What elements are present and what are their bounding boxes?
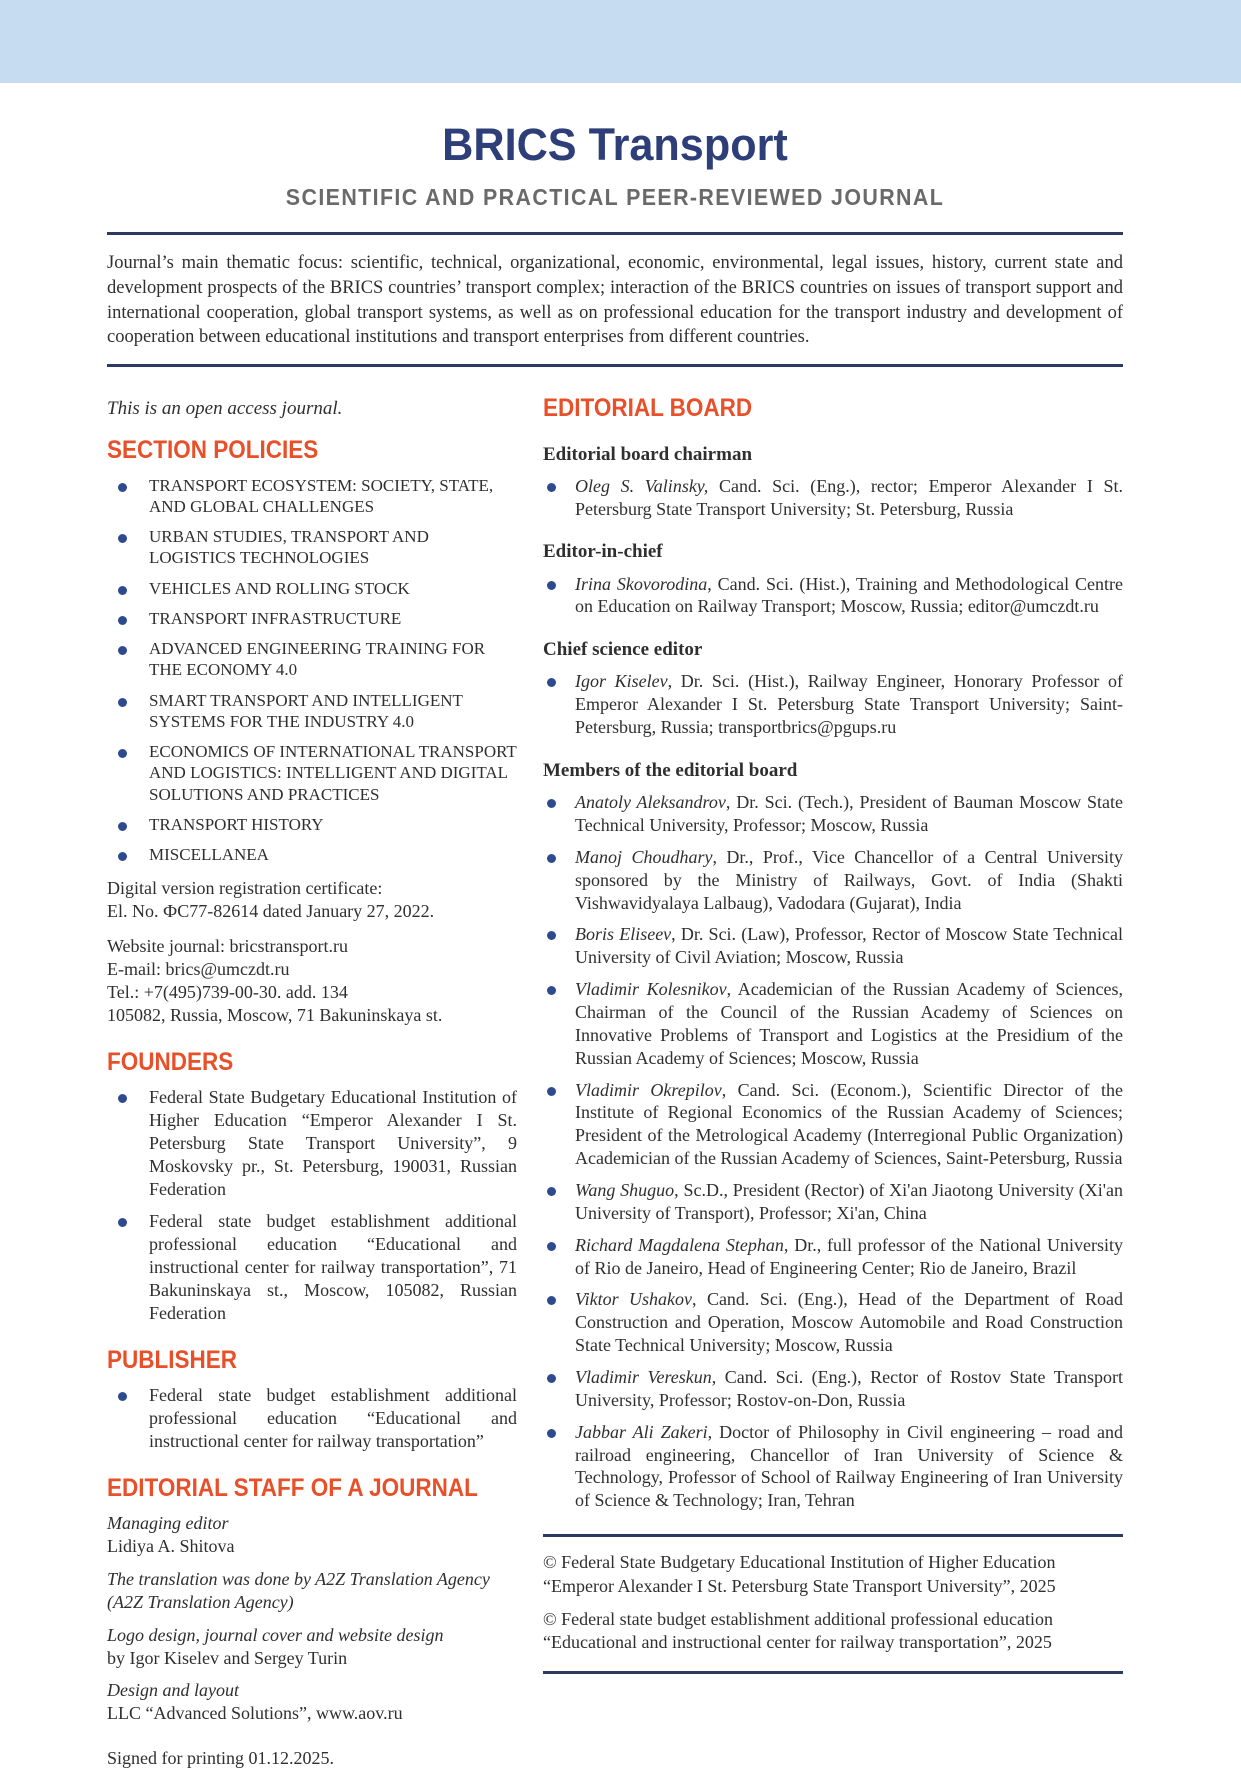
policy-item: ADVANCED ENGINEERING TRAINING FOR THE ECONOMY 4.0: [107, 638, 517, 681]
editorial-staff-heading: EDITORIAL STAFF OF A JOURNAL: [107, 1473, 478, 1502]
board-member: [543, 1179, 1123, 1225]
board-member: [543, 475, 1123, 521]
member-info: , Doctor of Philosophy in Civil engineering – road and railroad engineering, Chancellor of Iran University of Science & Technology, Professor of School of Railway Engineering of Iran University of Science & Technology; Iran, Tehran: [575, 1421, 1123, 1511]
board-member: [543, 1079, 1123, 1170]
board-member: [543, 923, 1123, 969]
policy-item: TRANSPORT HISTORY: [107, 814, 517, 835]
member-info: , Dr., full professor of the National University of Rio de Janeiro, Head of Engineering Center; Rio de Janeiro, Brazil: [575, 1234, 1124, 1278]
registration-line: Digital version registration certificate:: [107, 878, 383, 899]
two-column-layout: [107, 395, 1123, 1770]
publisher-item: Federal state budget establishment additional professional education “Educational and instructional center for railway transportation”: [107, 1384, 517, 1453]
member-info: , Academician of the Russian Academy of Sciences, Chairman of the Council of the Russian Academy of Sciences on Innovative Problems of Transport and Logistics at the Presidium of the Russian Academy of Sciences; Moscow, Russia: [575, 979, 1123, 1068]
divider-rule-intro: [107, 364, 1123, 367]
board-member: [543, 1421, 1123, 1512]
copyright-line: © Federal state budget establishment additional professional education “Educational and instructional center for railway transportation”, 2025: [543, 1608, 1054, 1653]
editor-in-chief-list: [543, 573, 1123, 619]
policy-item: ECONOMICS OF INTERNATIONAL TRANSPORT AND LOGISTICS: INTELLIGENT AND DIGITAL SOLUTIONS AND PRACTICES: [107, 741, 517, 805]
editorial-board-heading: EDITORIAL BOARD: [543, 394, 753, 423]
staff-entry: [107, 1568, 517, 1614]
email-line: E-mail: brics@umczdt.ru: [107, 959, 290, 980]
publisher-heading: PUBLISHER: [107, 1345, 238, 1374]
founders-list: [107, 1086, 517, 1325]
staff-role: Managing editor: [107, 1513, 229, 1534]
member-name: Anatoly Aleksandrov: [575, 792, 726, 813]
policy-item: TRANSPORT ECOSYSTEM: SOCIETY, STATE, AND GLOBAL CHALLENGES: [107, 475, 517, 518]
registration-certificate: [107, 877, 517, 923]
board-chairman-subheading: Editorial board chairman: [543, 443, 753, 465]
member-info: , Cand. Sci. (Hist.), Training and Methodological Centre on Education on Railway Transport; Moscow, Russia; editor@umczdt.ru: [575, 573, 1123, 617]
page-content: [0, 119, 1241, 1770]
chief-science-editor-subheading: Chief science editor: [543, 639, 703, 661]
policy-item: TRANSPORT INFRASTRUCTURE: [107, 608, 517, 629]
section-policies-heading: SECTION POLICIES: [107, 436, 319, 465]
copyright-block: [543, 1534, 1123, 1674]
publisher-list: [107, 1384, 517, 1453]
board-member: [543, 1234, 1123, 1280]
member-name: Jabbar Ali Zakeri: [575, 1421, 708, 1442]
board-member: [543, 573, 1123, 619]
board-member: [543, 978, 1123, 1069]
policy-item: MISCELLANEA: [107, 844, 517, 865]
board-member: [543, 670, 1123, 739]
journal-subtitle: SCIENTIFIC AND PRACTICAL PEER-REVIEWED JOURNAL: [285, 183, 945, 210]
left-column: [107, 395, 517, 1770]
member-name: Vladimir Kolesnikov: [575, 979, 727, 1000]
registration-line: El. No. ФС77-82614 dated January 27, 2022.: [107, 901, 435, 922]
member-name: Igor Kiselev: [575, 671, 668, 692]
board-member: [543, 1366, 1123, 1412]
member-name: Manoj Choudhary: [575, 846, 713, 867]
founder-item: Federal State Budgetary Educational Institution of Higher Education “Emperor Alexander I St. Petersburg State Transport University”, 9 Moskovsky pr., St. Petersburg, 190031, Russian Federation: [107, 1086, 517, 1200]
policy-item: VEHICLES AND ROLLING STOCK: [107, 578, 517, 599]
member-name: Irina Skovorodina: [575, 573, 708, 594]
policy-item: URBAN STUDIES, TRANSPORT AND LOGISTICS TECHNOLOGIES: [107, 526, 517, 569]
phone-line: Tel.: +7(495)739-00-30. add. 134: [107, 981, 348, 1002]
staff-entry: [107, 1512, 517, 1558]
staff-entry: [107, 1624, 517, 1670]
policy-item: SMART TRANSPORT AND INTELLIGENT SYSTEMS FOR THE INDUSTRY 4.0: [107, 690, 517, 733]
founder-item: Federal state budget establishment additional professional education “Educational and instructional center for railway transportation”, 71 Bakuninskaya st., Moscow, 105082, Russian Federation: [107, 1210, 517, 1324]
staff-value: by Igor Kiselev and Sergey Turin: [107, 1647, 348, 1668]
member-name: Boris Eliseev: [575, 924, 672, 945]
board-member: [543, 846, 1123, 915]
staff-value: LLC “Advanced Solutions”, www.aov.ru: [107, 1703, 403, 1724]
member-info: , Dr., Prof., Vice Chancellor of a Central University sponsored by the Ministry of Railways, Govt. of India (Shakti Vishwavidyalaya Lalbaug), Vadodara (Gujarat), India: [575, 846, 1124, 913]
copyright-line: © Federal State Budgetary Educational Institution of Higher Education “Emperor Alexander I St. Petersburg State Transport University”, 2025: [543, 1552, 1056, 1596]
staff-entry: [107, 1679, 517, 1725]
staff-role: Design and layout: [107, 1680, 239, 1701]
page-title: BRICS Transport: [442, 119, 788, 170]
member-info: , Dr. Sci. (Hist.), Railway Engineer, Honorary Professor of Emperor Alexander I St. Petersburg State Transport University; Saint-Petersburg, Russia; transportbrics@pgups.ru: [575, 671, 1123, 738]
member-name: Oleg S. Valinsky,: [575, 475, 709, 496]
member-name: Vladimir Vereskun: [575, 1367, 712, 1387]
board-members-subheading: Members of the editorial board: [543, 759, 798, 781]
board-members-list: [543, 791, 1123, 1512]
intro-paragraph: Journal’s main thematic focus: scientific, technical, organizational, economic, environmental, legal issues, history, current state and development prospects of the BRICS countries’ transport complex; interaction of the BRICS countries on issues of transport support and international cooperation, global transport systems, as well as on professional education for the transport industry and development of cooperation between educational institutions and transport enterprises from different countries.: [107, 252, 1123, 348]
board-member: [543, 1288, 1123, 1357]
founders-heading: FOUNDERS: [107, 1047, 234, 1076]
website-line: Website journal: bricstransport.ru: [107, 936, 348, 957]
member-name: Wang Shuguo: [575, 1179, 675, 1200]
right-column: [543, 395, 1123, 1674]
board-chairman-list: [543, 475, 1123, 521]
member-info: , Dr. Sci. (Tech.), President of Bauman Moscow State Technical University, Professor; Moscow, Russia: [575, 792, 1123, 835]
address-line: 105082, Russia, Moscow, 71 Bakuninskaya st.: [107, 1004, 443, 1025]
member-info: , Cand. Sci. (Eng.), Rector of Rostov State Transport University, Professor; Rostov-on-Don, Russia: [575, 1367, 1123, 1410]
member-info: , Sc.D., President (Rector) of Xi'an Jiaotong University (Xi'an University of Transport), Professor; Xi'an, China: [575, 1179, 1123, 1223]
chief-science-editor-list: [543, 670, 1123, 739]
editor-in-chief-subheading: Editor-in-chief: [543, 541, 663, 563]
member-info: Cand. Sci. (Eng.), rector; Emperor Alexander I St. Petersburg State Transport University; St. Petersburg, Russia: [575, 475, 1123, 519]
member-name: Viktor Ushakov: [575, 1289, 693, 1310]
member-name: Richard Magdalena Stephan: [575, 1234, 784, 1255]
member-info: , Cand. Sci. (Eng.), Head of the Department of Road Construction and Operation, Moscow Automobile and Road Construction State Technical University; Moscow, Russia: [575, 1289, 1123, 1356]
member-info: , Dr. Sci. (Law), Professor, Rector of Moscow State Technical University of Civil Aviation; Moscow, Russia: [575, 924, 1123, 968]
member-name: Vladimir Okrepilov: [575, 1079, 722, 1100]
open-access-note: This is an open access journal.: [107, 398, 343, 420]
divider-rule-top: [107, 232, 1123, 235]
staff-role: The translation was done by A2Z Translation Agency (A2Z Translation Agency): [107, 1569, 490, 1612]
member-info: , Cand. Sci. (Econom.), Scientific Director of the Institute of Regional Economics of the Russian Academy of Sciences; President of the Metrological Academy (Interregional Public Organization) Academician of the Russian Academy of Sciences, Saint-Petersburg, Russia: [575, 1079, 1123, 1169]
top-banner: [0, 0, 1241, 83]
signed-for-printing: Signed for printing 01.12.2025.: [107, 1748, 334, 1769]
contact-block: [107, 935, 517, 1026]
staff-role: Logo design, journal cover and website design: [107, 1624, 444, 1645]
board-member: [543, 791, 1123, 837]
staff-value: Lidiya A. Shitova: [107, 1536, 235, 1557]
section-policies-list: [107, 475, 517, 866]
